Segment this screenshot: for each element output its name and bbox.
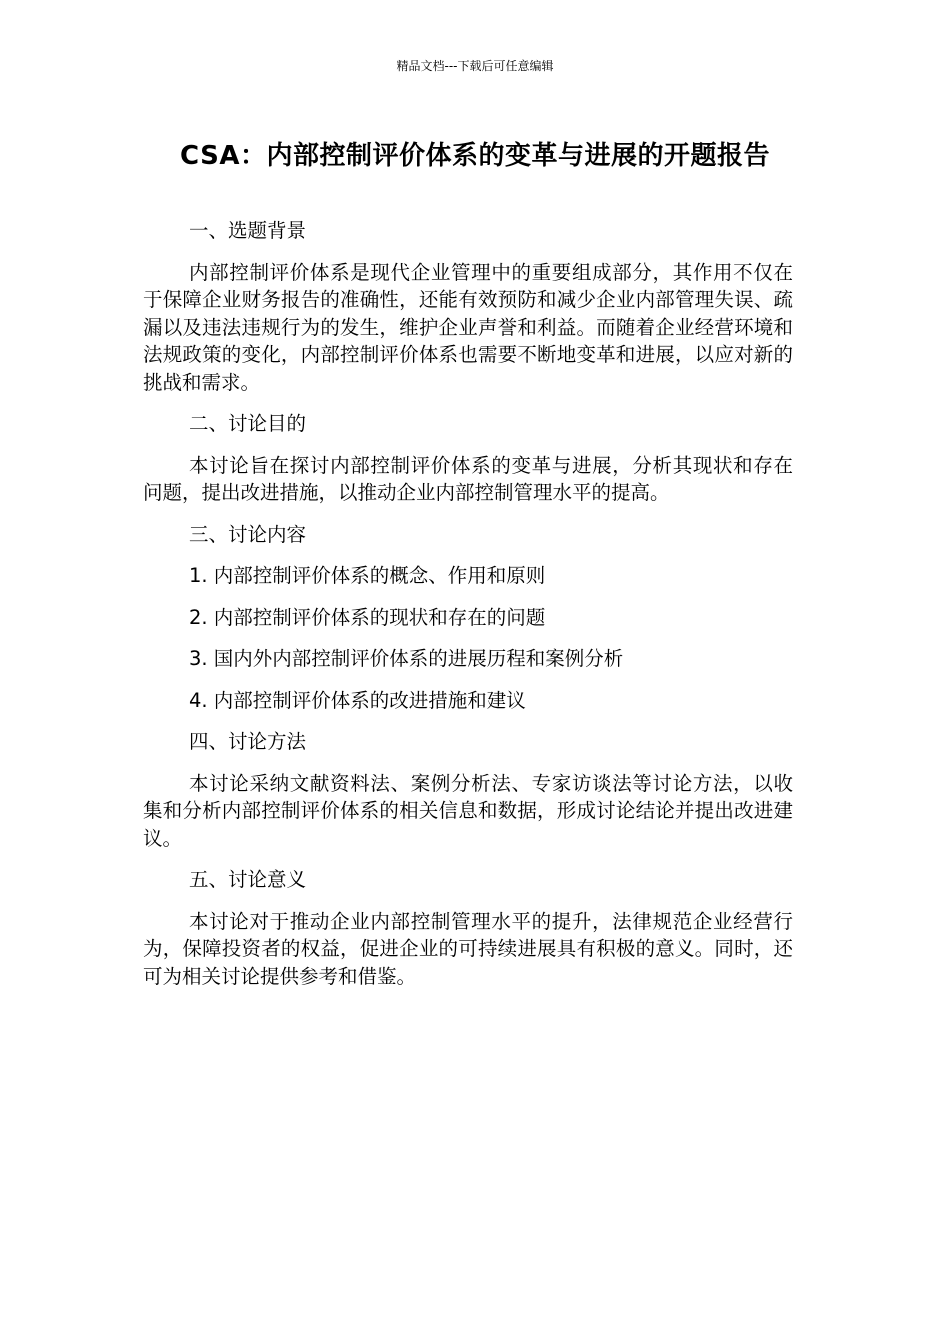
list-item: 4. 内部控制评价体系的改进措施和建议: [189, 688, 526, 712]
section-paragraph-significance: 本讨论对于推动企业内部控制管理水平的提升，法律规范企业经营行为，保障投资者的权益，促进企业的可持续进展具有积极的意义。同时，还可为相关讨论提供参考和借鉴。: [143, 909, 793, 988]
section-heading-method: 四、讨论方法: [189, 730, 307, 753]
list-item: 2. 内部控制评价体系的现状和存在的问题: [189, 605, 546, 629]
header-note: 精品文档---下载后可任意编辑: [396, 59, 554, 73]
section-paragraph-background: 内部控制评价体系是现代企业管理中的重要组成部分，其作用不仅在于保障企业财务报告的准确性，还能有效预防和减少企业内部管理失误、疏漏以及违法违规行为的发生，维护企业声誉和利益。而随着企业经营环境和法规政策的变化，内部控制评价体系也需要不断地变革和进展，以应对新的挑战和需求。: [143, 260, 793, 394]
section-heading-background: 一、选题背景: [189, 219, 307, 242]
document-body: [143, 217, 793, 1004]
section-heading-significance: 五、讨论意义: [189, 868, 307, 891]
section-heading-purpose: 二、讨论目的: [189, 412, 307, 435]
list-item: 1. 内部控制评价体系的概念、作用和原则: [189, 564, 546, 587]
section-paragraph-method: 本讨论采纳文献资料法、案例分析法、专家访谈法等讨论方法，以收集和分析内部控制评价体系的相关信息和数据，形成讨论结论并提出改进建议。: [143, 771, 793, 850]
section-heading-content: 三、讨论内容: [189, 522, 307, 546]
section-paragraph-purpose: 本讨论旨在探讨内部控制评价体系的变革与进展，分析其现状和存在问题，提出改进措施，以推动企业内部控制管理水平的提高。: [143, 453, 793, 504]
document-title: CSA：内部控制评价体系的变革与进展的开题报告: [180, 141, 770, 171]
list-item: 3. 国内外内部控制评价体系的进展历程和案例分析: [189, 647, 624, 670]
